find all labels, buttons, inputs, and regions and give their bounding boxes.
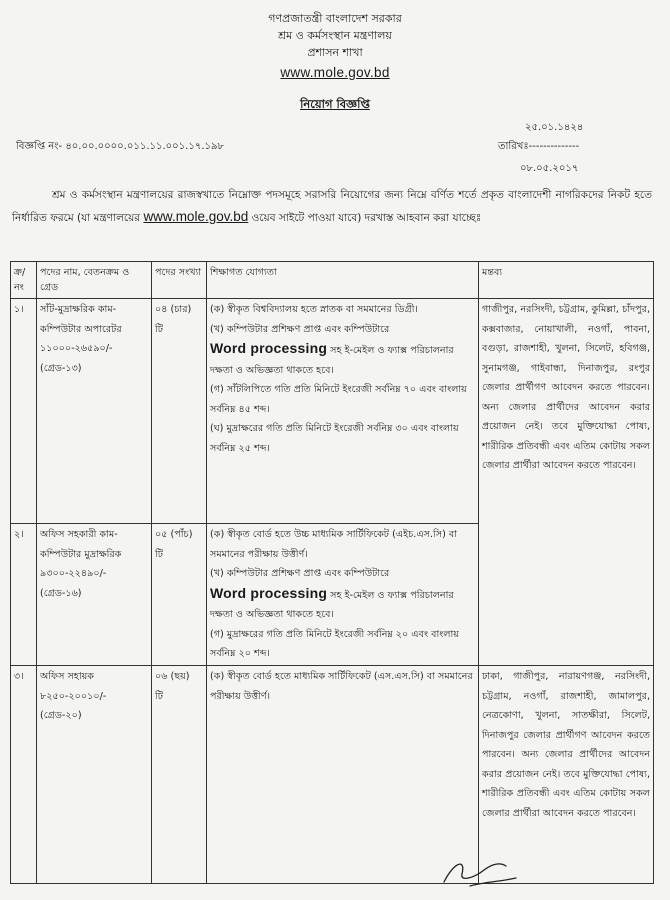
table-row — [11, 666, 654, 884]
post-scale: ১১০০০-২৬৫৯০/- — [40, 343, 113, 354]
header-post: পদের নাম, বেতনক্রম ও গ্রেড — [37, 262, 152, 299]
post-scale: ৮২৫০-২০০১০/- — [40, 690, 107, 702]
post-scale: ৯৩০০-২২৪৯০/- — [40, 568, 107, 579]
row-count — [152, 666, 207, 884]
notice-number: বিজ্ঞপ্তি নং- ৪০.০০.০০০০.০১১.১১.০০১.১৭.১৯৮ — [16, 141, 224, 152]
qualification-a: (ক) স্বীকৃত বিশ্ববিদ্যালয় হতে স্নাতক বা সমমানের ডিগ্রী। — [210, 304, 418, 315]
date-label: তারিখঃ — [498, 141, 529, 152]
table-header-row — [11, 262, 654, 299]
post-grade: (গ্রেড-১৩) — [40, 362, 82, 374]
notice-date-gregorian: ০৮.০৫.২০১৭ — [520, 163, 579, 174]
header-section: প্রশাসন শাখা — [307, 46, 363, 59]
row-count — [152, 524, 207, 666]
word-processing-text: Word processing — [210, 584, 328, 601]
qualification-b-end: সহ ই-মেইল ও ফ্যাক্স পরিচালনার দক্ষতা ও অভিজ্ঞতা থাকতে হবে। — [210, 345, 454, 376]
row-post — [37, 666, 152, 884]
intro-paragraph — [12, 185, 652, 229]
table-row — [11, 299, 654, 524]
post-count: ০৫ (পাঁচ) — [155, 529, 193, 540]
post-grade: (গ্রেড-১৬) — [40, 587, 82, 599]
row-count — [152, 299, 207, 524]
row-serial: ২। — [11, 524, 37, 666]
qualification-b-start: (খ) কম্পিউটার প্রশিক্ষণ প্রাপ্ত এবং কম্পিউটারে — [210, 568, 390, 579]
intro-website-link[interactable]: www.mole.gov.bd — [143, 209, 249, 224]
word-processing-text: Word processing — [210, 340, 328, 356]
qualification-b — [210, 339, 475, 380]
post-grade: (গ্রেড-২০) — [40, 710, 82, 721]
qualification-c: (গ) মুদ্রাক্ষরের গতি প্রতি মিনিটে ইংরেজী সর্বনিম্ন ২০ এবং বাংলায় সর্বনিম্ন ২০ শব্দ। — [210, 628, 459, 659]
row-serial: ৩। — [11, 666, 37, 884]
post-count: ০৬ (ছয়) — [155, 671, 190, 682]
header-remarks: মন্তব্য — [479, 262, 654, 299]
row-remarks: ঢাকা, গাজীপুর, নারায়ণগঞ্জ, নরসিংদী, চট্টগ্রাম, নওগাঁ, রাজশাহী, জামালপুর, নেত্রকোণা, খুলনা, সাতক্ষীরা, সিলেট, দিনাজপুর জেলার প্রার্থীগণ আবেদন করতে পারবেন। অন্য জেলার প্রার্থীদের আবেদন করার প্রয়োজন নেই। তবে মুক্তিযোদ্ধা পোষ্য, শারীরিক প্রতিবন্ধী এবং এতিম কোটায় সকল জেলার প্রার্থীরা আবেদন করতে পারবেন। — [479, 666, 654, 884]
post-name: সাঁট-মুদ্রাক্ষরিক কাম- কম্পিউটার অপারেটর — [40, 304, 122, 335]
qualification-b — [210, 584, 475, 625]
qualification-b-end: সহ ই-মেইল ও ফ্যাক্স পরিচালনার দক্ষতা ও অভিজ্ঞতা থাকতে হবে। — [210, 589, 454, 620]
header-government: গণপ্রজাতন্ত্রী বাংলাদেশ সরকার — [268, 12, 402, 25]
row-qualification — [207, 666, 479, 884]
post-count: ০৪ (চার) — [155, 304, 192, 315]
qualification-d: (ঘ) মুদ্রাক্ষরের গতি প্রতি মিনিটে ইংরেজী সর্বনিম্ন ৩০ এবং বাংলায় সর্বনিম্ন ২৫ শব্দ। — [210, 423, 459, 454]
post-count-unit: টি — [155, 548, 163, 560]
header-qualification: শিক্ষাগত যোগ্যতা — [207, 262, 479, 299]
header-ministry: শ্রম ও কর্মসংস্থান মন্ত্রণালয় — [278, 29, 392, 42]
post-count-unit: টি — [155, 690, 163, 702]
page-title: নিয়োগ বিজ্ঞপ্তি — [300, 97, 370, 111]
row-post — [37, 299, 152, 524]
post-name: অফিস সহকারী কাম-কম্পিউটার মুদ্রাক্ষরিক — [40, 529, 122, 560]
vacancy-table — [10, 261, 654, 884]
row-post — [37, 524, 152, 666]
date-dashes: -------------- — [528, 141, 580, 152]
intro-text-2: ওয়েব সাইটে পাওয়া যাবে) দরখাস্ত আহবান করা যাচ্ছেঃ — [251, 212, 482, 224]
post-count-unit: টি — [155, 323, 163, 335]
qualification-c: (গ) সাঁটলিপিতে গতি প্রতি মিনিটে ইংরেজী সর্বনিম্ন ৭০ এবং বাংলায় সর্বনিম্ন ৪৫ শব্দ। — [210, 384, 467, 415]
header-website-link[interactable]: www.mole.gov.bd — [280, 65, 390, 80]
qualification-a: (ক) স্বীকৃত বোর্ড হতে মাধ্যমিক সার্টিফিকেট (এস.এস.সি) বা সমমানের পরীক্ষায় উত্তীর্ণ। — [210, 671, 473, 702]
row-qualification — [207, 299, 479, 524]
post-name: অফিস সহায়ক — [40, 671, 94, 682]
intro-text-1: শ্রম ও কর্মসংস্থান মন্ত্রণালয়ের রাজস্বখাতে নিম্নোক্ত পদসমূহে সরাসরি নিয়োগের জন্য নিম্নে বর্ণিত শর্তে প্রকৃত বাংলাদেশী নাগরিকদের নিকট হতে নির্ধারিত ফরমে (যা মন্ত্রণালয়ের — [12, 189, 652, 224]
row-remarks: গাজীপুর, নরসিংদী, চট্টগ্রাম, কুমিল্লা, চাঁদপুর, কক্সবাজার, নোয়াখালী, নওগাঁ, পাবনা, বগুড়া, রাজশাহী, খুলনা, সিলেট, হবিগঞ্জ, সুনামগঞ্জ, গাইবান্ধা, দিনাজপুর, রংপুর জেলার প্রার্থীগণ আবেদন করতে পারবেন। অন্য জেলার প্রার্থীদের আবেদন করার প্রয়োজন নেই। তবে মুক্তিযোদ্ধা পোষ্য, শারীরিক প্রতিবন্ধী এবং এতিম কোটায় সকল জেলার প্রার্থীরা আবেদন করতে পারবেন। — [479, 299, 654, 666]
header-serial: ক্র/ নং — [11, 262, 37, 299]
header-count: পদের সংখ্যা — [152, 262, 207, 299]
notice-date-label — [498, 141, 579, 153]
signature-icon — [440, 852, 520, 892]
qualification-a: (ক) স্বীকৃত বোর্ড হতে উচ্চ মাধ্যমিক সার্টিফিকেট (এইচ.এস.সি) বা সমমানের পরীক্ষায় উত্তীর্ণ। — [210, 529, 458, 560]
row-serial: ১। — [11, 299, 37, 524]
row-qualification — [207, 524, 479, 666]
qualification-b-start: (খ) কম্পিউটার প্রশিক্ষণ প্রাপ্ত এবং কম্পিউটারে — [210, 323, 390, 335]
notice-date-bangla: ২৫.০১.১৪২৪ — [525, 122, 584, 133]
